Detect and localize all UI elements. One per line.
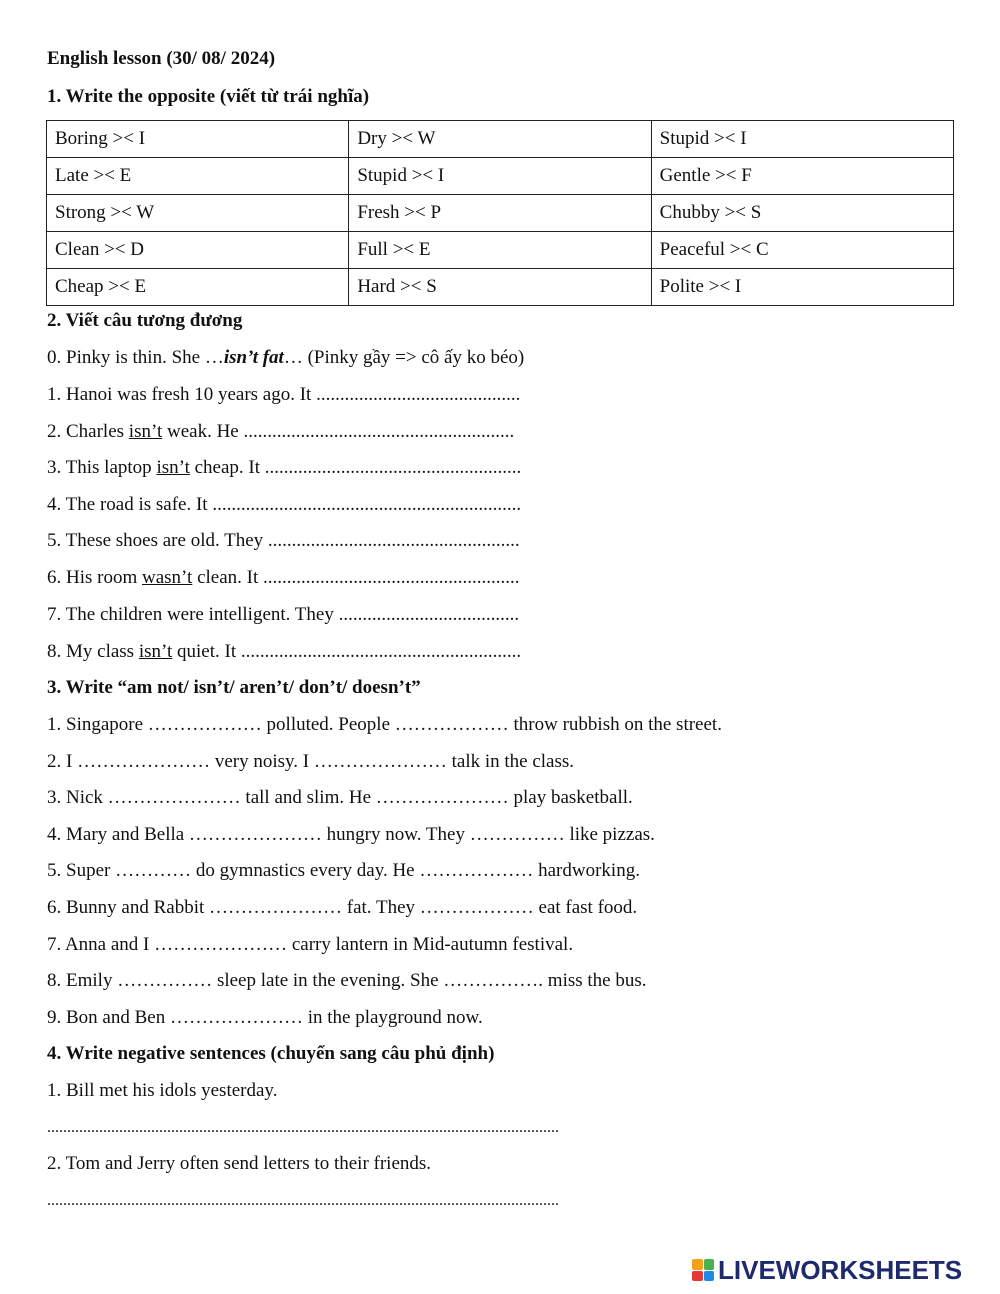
- logo-square: [704, 1259, 715, 1270]
- section4-title: 4. Write negative sentences (chuyển sang câu phủ định): [47, 1043, 495, 1064]
- table-cell: Full >< E: [349, 232, 651, 269]
- answer-blank[interactable]: ......................................: [338, 604, 520, 625]
- item-text: cheap. It: [189, 457, 265, 478]
- table-cell: Dry >< W: [349, 121, 651, 158]
- logo-square: [704, 1271, 715, 1282]
- table-cell: Gentle >< F: [651, 158, 953, 195]
- answer-line[interactable]: ................................................................................................................................: [47, 1192, 559, 1209]
- table-cell: Clean >< D: [47, 232, 349, 269]
- table-row: [47, 232, 954, 269]
- item-text: 5. These shoes are old. They: [47, 530, 268, 551]
- table-cell: Stupid >< I: [651, 121, 953, 158]
- example-answer: isn’t fat: [223, 347, 284, 368]
- section3-item[interactable]: 3. Nick ………………… tall and slim. He ………………… play basketball.: [47, 787, 633, 808]
- logo-square: [692, 1271, 703, 1282]
- item-text: 2. Charles: [47, 421, 129, 442]
- table-row: [47, 158, 954, 195]
- item-text: weak. He: [162, 421, 244, 442]
- table-row: [47, 195, 954, 232]
- answer-line[interactable]: ................................................................................................................................: [47, 1119, 559, 1136]
- section3-item[interactable]: 2. I ………………… very noisy. I ………………… talk in the class.: [47, 751, 575, 772]
- table-cell: Hard >< S: [349, 269, 651, 306]
- underlined-word: isn’t: [138, 641, 173, 662]
- opposites-table: [46, 120, 954, 306]
- section3-item[interactable]: 4. Mary and Bella ………………… hungry now. They …………… like pizzas.: [47, 824, 655, 845]
- section2-example: [47, 347, 524, 369]
- underlined-word: isn’t: [156, 457, 190, 478]
- answer-blank[interactable]: .................................................................: [212, 494, 522, 515]
- logo-square: [692, 1259, 703, 1270]
- section2-item: [47, 384, 520, 406]
- table-cell: Fresh >< P: [349, 195, 651, 232]
- section4-sentence: 1. Bill met his idols yesterday.: [47, 1080, 278, 1101]
- section2-item: [47, 457, 521, 479]
- section2-item: [47, 567, 520, 589]
- example-prefix: 0. Pinky is thin. She …: [47, 347, 224, 368]
- table-cell: Late >< E: [47, 158, 349, 195]
- section4-sentence: 2. Tom and Jerry often send letters to their friends.: [47, 1153, 432, 1174]
- item-text: clean. It: [192, 567, 263, 588]
- item-text: 4. The road is safe. It: [47, 494, 213, 515]
- table-row: [47, 269, 954, 306]
- item-text: quiet. It: [172, 641, 241, 662]
- table-cell: Polite >< I: [651, 269, 953, 306]
- table-cell: Boring >< I: [47, 121, 349, 158]
- example-suffix: … (Pinky gầy => cô ấy ko béo): [283, 347, 525, 368]
- underlined-word: wasn’t: [142, 567, 193, 588]
- liveworksheets-logo: [692, 1255, 962, 1285]
- answer-blank[interactable]: .........................................................: [243, 421, 515, 442]
- section3-item[interactable]: 7. Anna and I ………………… carry lantern in Mid-autumn festival.: [47, 934, 574, 955]
- answer-blank[interactable]: ......................................................: [264, 457, 522, 478]
- section2-item: [47, 604, 519, 626]
- section3-item[interactable]: 5. Super ………… do gymnastics every day. He ……………… hardworking.: [47, 860, 640, 881]
- table-row: [47, 121, 954, 158]
- underlined-word: isn’t: [128, 421, 163, 442]
- answer-blank[interactable]: ...........................................: [316, 384, 521, 405]
- table-cell: Cheap >< E: [47, 269, 349, 306]
- section3-item[interactable]: 1. Singapore ……………… polluted. People ……………… throw rubbish on the street.: [47, 714, 722, 735]
- lesson-title: English lesson (30/ 08/ 2024): [47, 48, 276, 69]
- item-text: 1. Hanoi was fresh 10 years ago. It: [47, 384, 317, 405]
- logo-text: LIVEWORKSHEETS: [718, 1254, 963, 1285]
- section3-item[interactable]: 9. Bon and Ben ………………… in the playground now.: [47, 1007, 483, 1028]
- section3-item[interactable]: 8. Emily …………… sleep late in the evening. She ……………. miss the bus.: [47, 970, 647, 991]
- answer-blank[interactable]: ......................................................: [263, 567, 520, 588]
- table-cell: Peaceful >< C: [651, 232, 953, 269]
- section2-item: [47, 494, 521, 516]
- item-text: 7. The children were intelligent. They: [47, 604, 339, 625]
- table-cell: Strong >< W: [47, 195, 349, 232]
- item-text: 6. His room: [47, 567, 142, 588]
- section2-title: 2. Viết câu tương đương: [47, 310, 243, 331]
- item-text: 3. This laptop: [47, 457, 157, 478]
- section2-item: [47, 421, 514, 443]
- section1-title: 1. Write the opposite (viết từ trái nghĩa): [47, 86, 370, 107]
- logo-squares-icon: [692, 1259, 714, 1281]
- section2-item: [47, 641, 521, 663]
- table-cell: Stupid >< I: [349, 158, 651, 195]
- answer-blank[interactable]: ...........................................................: [240, 641, 522, 662]
- answer-blank[interactable]: .....................................................: [267, 530, 520, 551]
- table-cell: Chubby >< S: [651, 195, 953, 232]
- section3-title: 3. Write “am not/ isn’t/ aren’t/ don’t/ doesn’t”: [47, 677, 421, 698]
- section2-item: [47, 530, 520, 552]
- item-text: 8. My class: [47, 641, 139, 662]
- section3-item[interactable]: 6. Bunny and Rabbit ………………… fat. They ……………… eat fast food.: [47, 897, 638, 918]
